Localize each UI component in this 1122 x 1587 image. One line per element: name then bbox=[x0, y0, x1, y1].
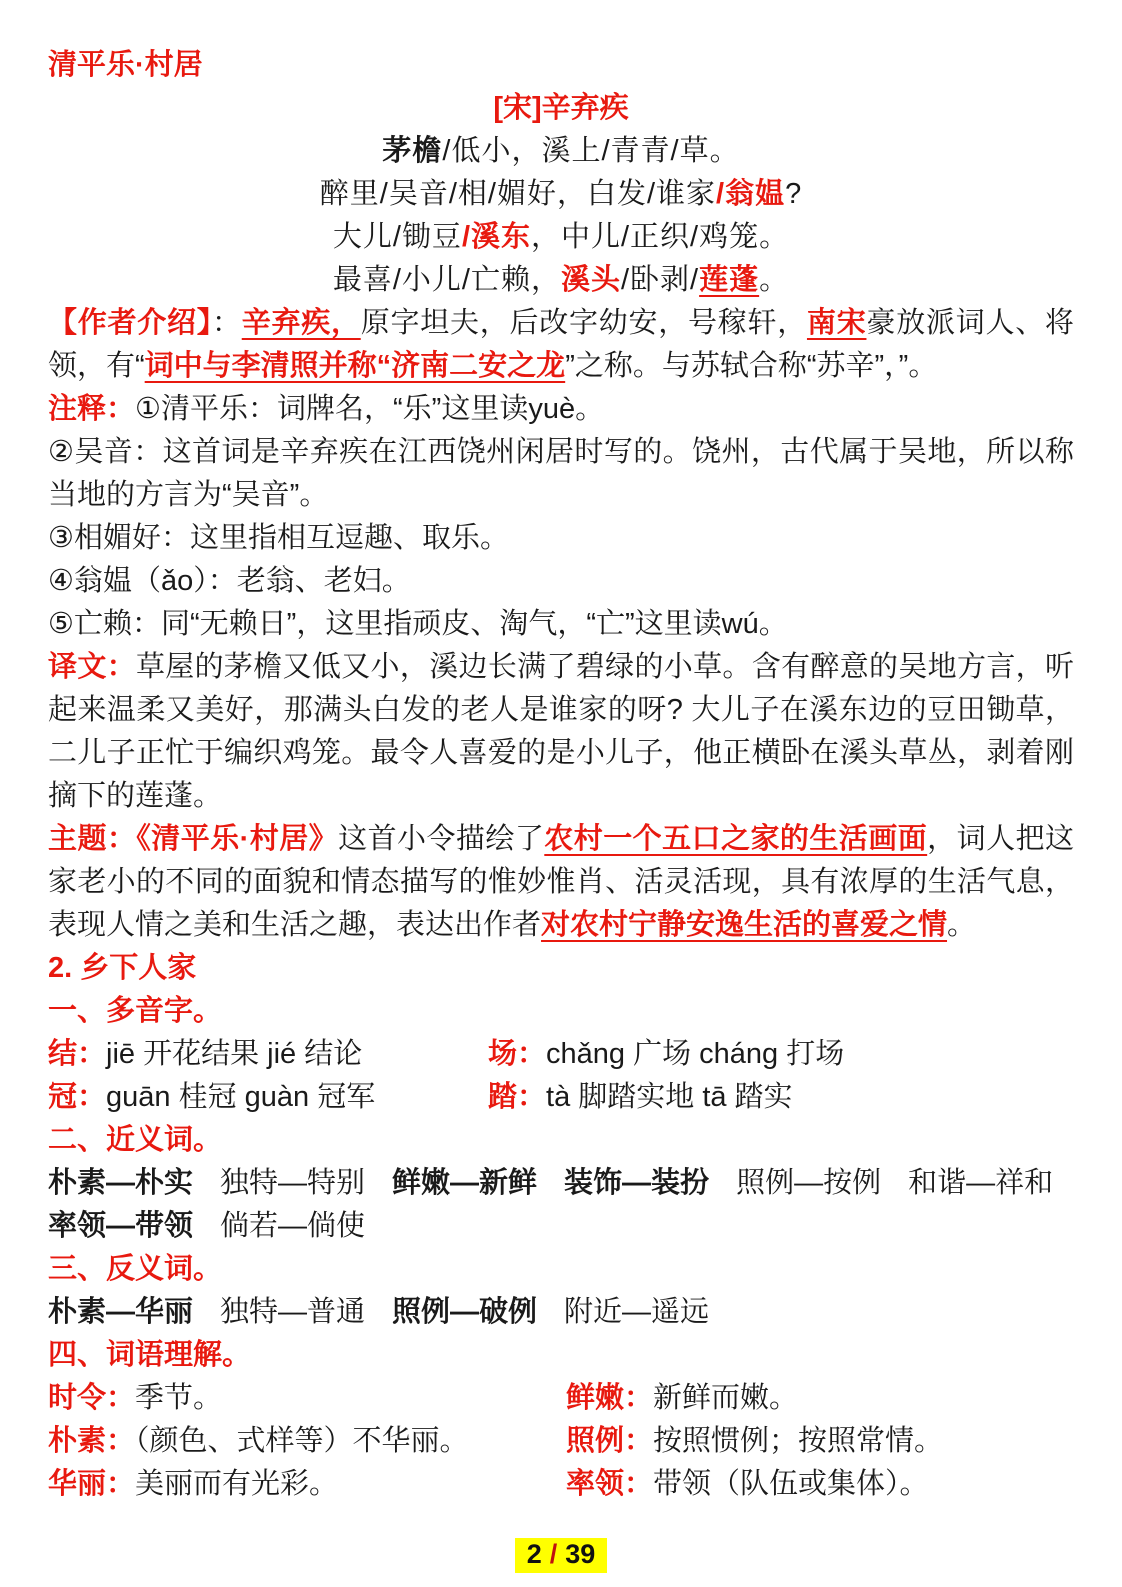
current-page-number: 2 bbox=[526, 1539, 542, 1569]
poem-highlight-wengao: /翁媪 bbox=[716, 178, 786, 210]
notes-line-1: 注释：①清平乐：词牌名，“乐”这里读yuè。 bbox=[48, 393, 605, 425]
synonym-pair: 鲜嫩—新鲜 bbox=[392, 1167, 538, 1199]
definition-term: 时令： bbox=[48, 1382, 136, 1414]
poem-line-3: 大儿/锄豆/溪东，中儿/正织/鸡笼。 bbox=[332, 221, 790, 253]
section-heading-synonyms: 二、近义词。 bbox=[48, 1124, 223, 1156]
theme-highlight-1: 农村一个五口之家的生活画面 bbox=[544, 823, 928, 855]
author-name-highlight: 辛弃疾， bbox=[241, 307, 361, 339]
poem-line-1: 茅檐/低小，溪上/青青/草。 bbox=[382, 135, 740, 167]
author-fame-highlight: 词中与李清照并称“济南二安之龙 bbox=[144, 350, 566, 382]
antonym-pair: 附近—遥远 bbox=[564, 1296, 710, 1328]
translation-label: 译文： bbox=[48, 651, 136, 683]
poem-highlight-xidong: /溪东 bbox=[461, 221, 531, 253]
polyphone-char: 结： bbox=[48, 1038, 107, 1070]
page-number-badge bbox=[515, 1538, 608, 1573]
author-intro-paragraph: 【作者介绍】：辛弃疾，原字坦夫，后改字幼安，号稼轩，南宋豪放派词人、将领，有“词中与李清照并称“济南二安之龙”之称。与苏轼合称“苏辛”，”。 bbox=[48, 307, 1074, 382]
theme-paragraph: 主题：《清平乐·村居》这首小令描绘了农村一个五口之家的生活画面，词人把这家老小的不同的面貌和情态描写的惟妙惟肖、活灵活现，具有浓厚的生活气息，表现人情之美和生活之趣，表达出作者对农村宁静安逸生活的喜爱之情。 bbox=[48, 823, 1074, 941]
author-intro-label: 【作者介绍】 bbox=[48, 307, 212, 339]
notes-line-5: ⑤亡赖：同“无赖日”，这里指顽皮、淘气，“亡”这里读wú。 bbox=[48, 608, 788, 640]
poem bbox=[48, 130, 1074, 302]
section-heading-antonyms: 三、反义词。 bbox=[48, 1253, 223, 1285]
synonym-pair: 装饰—装扮 bbox=[564, 1167, 710, 1199]
poem-highlight-xitou: 溪头 bbox=[560, 264, 621, 296]
dynasty-highlight: 南宋 bbox=[806, 307, 867, 339]
notes-line-2: ②吴音：这首词是辛弃疾在江西饶州闲居时写的。饶州，古代属于吴地，所以称当地的方言为“吴音”。 bbox=[48, 436, 1074, 511]
definition-row-3: 华丽：美丽而有光彩。 率领：带领（队伍或集体）。 bbox=[48, 1468, 929, 1500]
poem-line-4: 最喜/小儿/亡赖，溪头/卧剥/莲蓬。 bbox=[332, 264, 790, 296]
antonyms-row-1 bbox=[48, 1291, 1074, 1334]
section-heading-definitions: 四、词语理解。 bbox=[48, 1339, 252, 1371]
lesson-2-heading: 2. 乡下人家 bbox=[48, 952, 197, 984]
synonym-pair: 朴素—朴实 bbox=[48, 1167, 194, 1199]
polyphone-char: 场： bbox=[488, 1038, 547, 1070]
page-title: 清平乐·村居 bbox=[48, 49, 203, 81]
antonym-pair: 照例—破例 bbox=[392, 1296, 538, 1328]
synonym-pair: 照例—按例 bbox=[736, 1167, 882, 1199]
definition-row-1: 时令：季节。 鲜嫩：新鲜而嫩。 bbox=[48, 1382, 799, 1414]
section-heading-polyphones: 一、多音字。 bbox=[48, 995, 223, 1027]
definition-term: 鲜嫩： bbox=[566, 1382, 654, 1414]
antonym-pair: 独特—普通 bbox=[220, 1296, 366, 1328]
polyphone-char: 冠： bbox=[48, 1081, 107, 1113]
definition-row-2: 朴素：（颜色、式样等）不华丽。 照例：按照惯例；按照常情。 bbox=[48, 1425, 944, 1457]
theme-highlight-2: 对农村宁静安逸生活的喜爱之情 bbox=[541, 909, 948, 941]
synonyms-row-2 bbox=[48, 1205, 1074, 1248]
notes-line-4: ④翁媪（ǎo）：老翁、老妇。 bbox=[48, 565, 411, 597]
definition-term: 率领： bbox=[566, 1468, 654, 1500]
poem-byline: [宋]辛弃疾 bbox=[493, 92, 629, 124]
synonyms-row-1 bbox=[48, 1162, 1074, 1205]
definition-term: 华丽： bbox=[48, 1468, 136, 1500]
poem-line-2: 醉里/吴音/相/媚好，白发/谁家/翁媪? bbox=[319, 178, 803, 210]
synonym-pair: 独特—特别 bbox=[220, 1167, 366, 1199]
polyphone-row-1: 结：jiē 开花结果 jié 结论 场：chǎng 广场 cháng 打场 bbox=[48, 1038, 845, 1070]
definition-term: 照例： bbox=[566, 1425, 654, 1457]
total-page-number: 39 bbox=[565, 1539, 596, 1569]
synonym-pair: 和谐—祥和 bbox=[908, 1167, 1054, 1199]
definition-term: 朴素： bbox=[48, 1425, 136, 1457]
poem-bold-word: 茅檐 bbox=[382, 135, 443, 167]
poem-highlight-lianpeng: 莲蓬 bbox=[699, 264, 760, 296]
notes-label: 注释： bbox=[48, 393, 136, 425]
page-footer bbox=[0, 1538, 1122, 1573]
polyphone-row-2: 冠：guān 桂冠 guàn 冠军 踏：tà 脚踏实地 tā 踏实 bbox=[48, 1081, 793, 1113]
polyphone-char: 踏： bbox=[488, 1081, 547, 1113]
translation-paragraph: 译文：草屋的茅檐又低又小，溪边长满了碧绿的小草。含有醉意的吴地方言，听起来温柔又美好，那满头白发的老人是谁家的呀? 大儿子在溪东边的豆田锄草，二儿子正忙于编织鸡笼。最令人喜爱的是小儿子，他正横卧在溪头草丛，剥着刚摘下的莲蓬。 bbox=[48, 651, 1074, 812]
notes-line-3: ③相媚好：这里指相互逗趣、取乐。 bbox=[48, 522, 509, 554]
page-number-separator: / bbox=[549, 1539, 558, 1569]
antonym-pair: 朴素—华丽 bbox=[48, 1296, 194, 1328]
synonym-pair: 率领—带领 bbox=[48, 1210, 194, 1242]
theme-label: 主题：《清平乐·村居》 bbox=[48, 823, 339, 855]
synonym-pair: 倘若—倘使 bbox=[220, 1210, 366, 1242]
